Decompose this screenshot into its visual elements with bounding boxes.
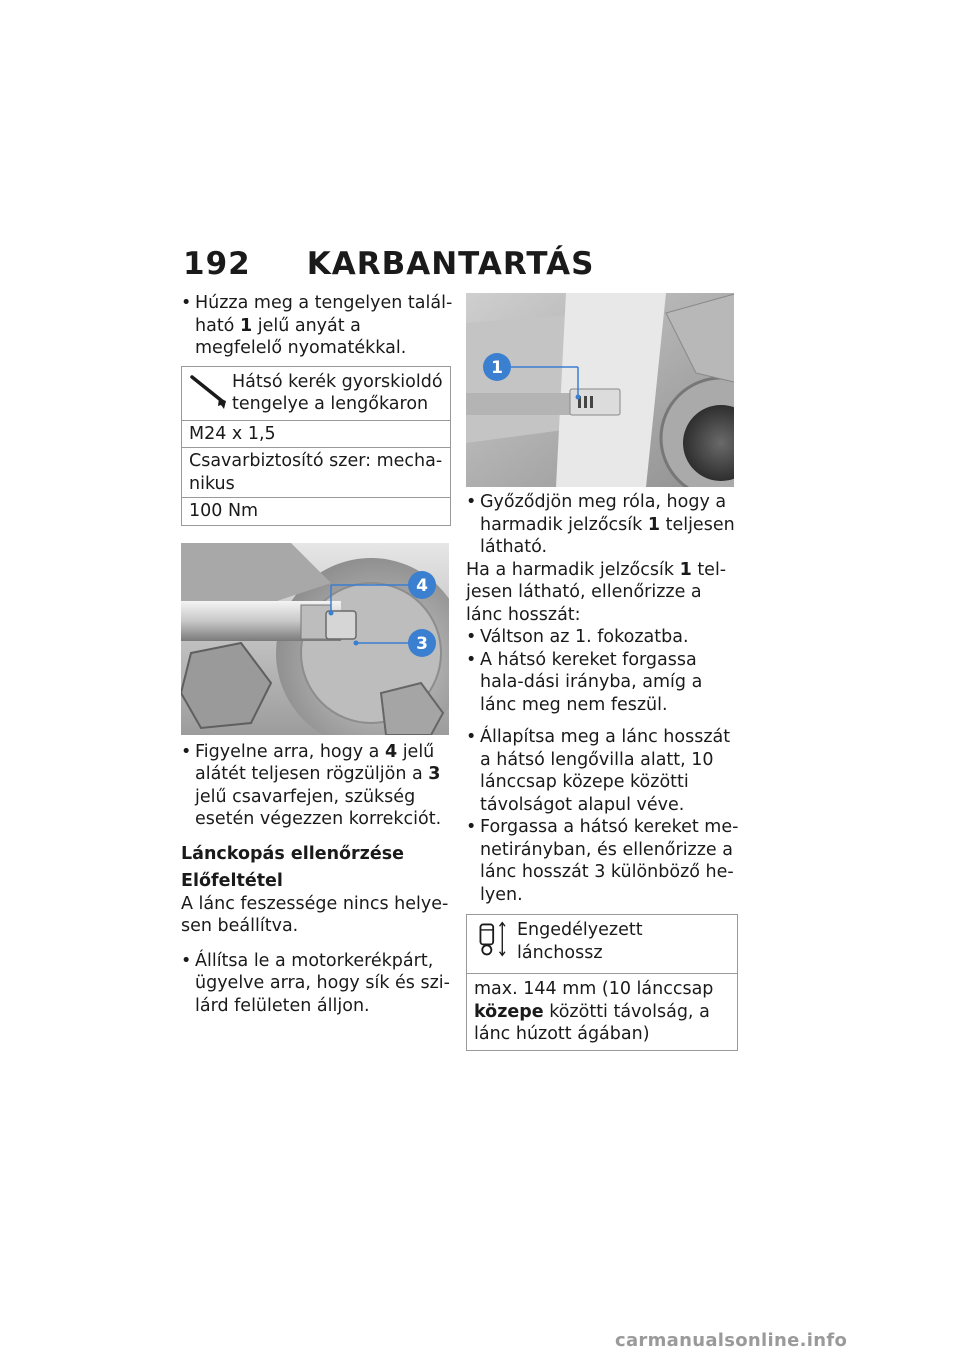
- spec-title: Hátsó kerék gyorskioldó tengelye a lengőkaron: [232, 371, 443, 414]
- instruction-check-strip: • Győződjön meg róla, hogy a harmadik jelzőcsík 1 teljesen látható.: [466, 491, 740, 559]
- right-column: [466, 292, 740, 1051]
- conditional-text: Ha a harmadik jelzőcsík 1 tel-jesen látható, ellenőrizze a lánc hosszát:: [466, 559, 727, 625]
- spec-header: [182, 367, 450, 420]
- spec-torque: 100 Nm: [182, 497, 450, 525]
- photo-indicator-strip: [466, 293, 734, 487]
- photo-washer-bolt: [181, 543, 449, 735]
- instruction-check-washer: • Figyelne arra, hogy a 4 jelű alátét teljesen rögzüljön a 3 jelű csavarfejen, szükség esetén végezzen korrekciót.: [181, 741, 453, 831]
- spec-title: Engedélyezett lánchossz: [517, 920, 643, 963]
- watermark: carmanualsonline.info: [615, 1330, 848, 1351]
- wrench-icon: [188, 371, 232, 411]
- instruction-park-bike: • Állítsa le a motorkerékpárt, ügyelve arra, hogy sík és szi-lárd felületen álljon.: [181, 950, 453, 1018]
- callout-3: 3: [416, 633, 428, 654]
- section-title: KARBANTARTÁS: [306, 246, 595, 282]
- instruction-tighten-nut: • Húzza meg a tengelyen talál-ható 1 jelű anyát a megfelelő nyomatékkal.: [181, 292, 453, 360]
- page-number: 192: [183, 246, 251, 282]
- instruction-shift-gear: • Váltson az 1. fokozatba.: [466, 626, 740, 649]
- heading-chain-wear: Lánckopás ellenőrzése: [181, 843, 405, 864]
- instruction-check-three-places: • Forgassa a hátsó kereket me-netirányban, és ellenőrizze a lánc hosszát 3 különböző he-lyen.: [466, 816, 740, 906]
- callout-1: 1: [491, 358, 503, 378]
- instruction-rotate-wheel: • A hátsó kereket forgassa hala-dási irányba, amíg a lánc meg nem feszül.: [466, 649, 740, 717]
- chain-length-spec: [466, 914, 738, 1051]
- torque-spec-table: [181, 366, 451, 526]
- heading-prerequisite: Előfeltétel: [181, 871, 283, 891]
- ref-1: 1: [239, 315, 253, 336]
- left-column: [181, 292, 453, 1017]
- spec-max-length: max. 144 mm (10 lánccsap közepe közötti távolság, a lánc húzott ágában): [467, 973, 737, 1050]
- spec-locking-agent: Csavarbiztosító szer: mecha-nikus: [182, 447, 450, 497]
- callout-4: 4: [416, 575, 428, 596]
- instruction-measure-chain: • Állapítsa meg a lánc hosszát a hátsó lengővilla alatt, 10 lánccsap közepe közötti távolságot alapul véve.: [466, 726, 740, 816]
- chain-length-icon: [473, 919, 517, 959]
- spec-header: [467, 915, 737, 973]
- prerequisite-text: A lánc feszessége nincs helye-sen beállítva.: [181, 893, 449, 936]
- page-header: [183, 246, 594, 282]
- spec-thread: M24 x 1,5: [182, 420, 450, 448]
